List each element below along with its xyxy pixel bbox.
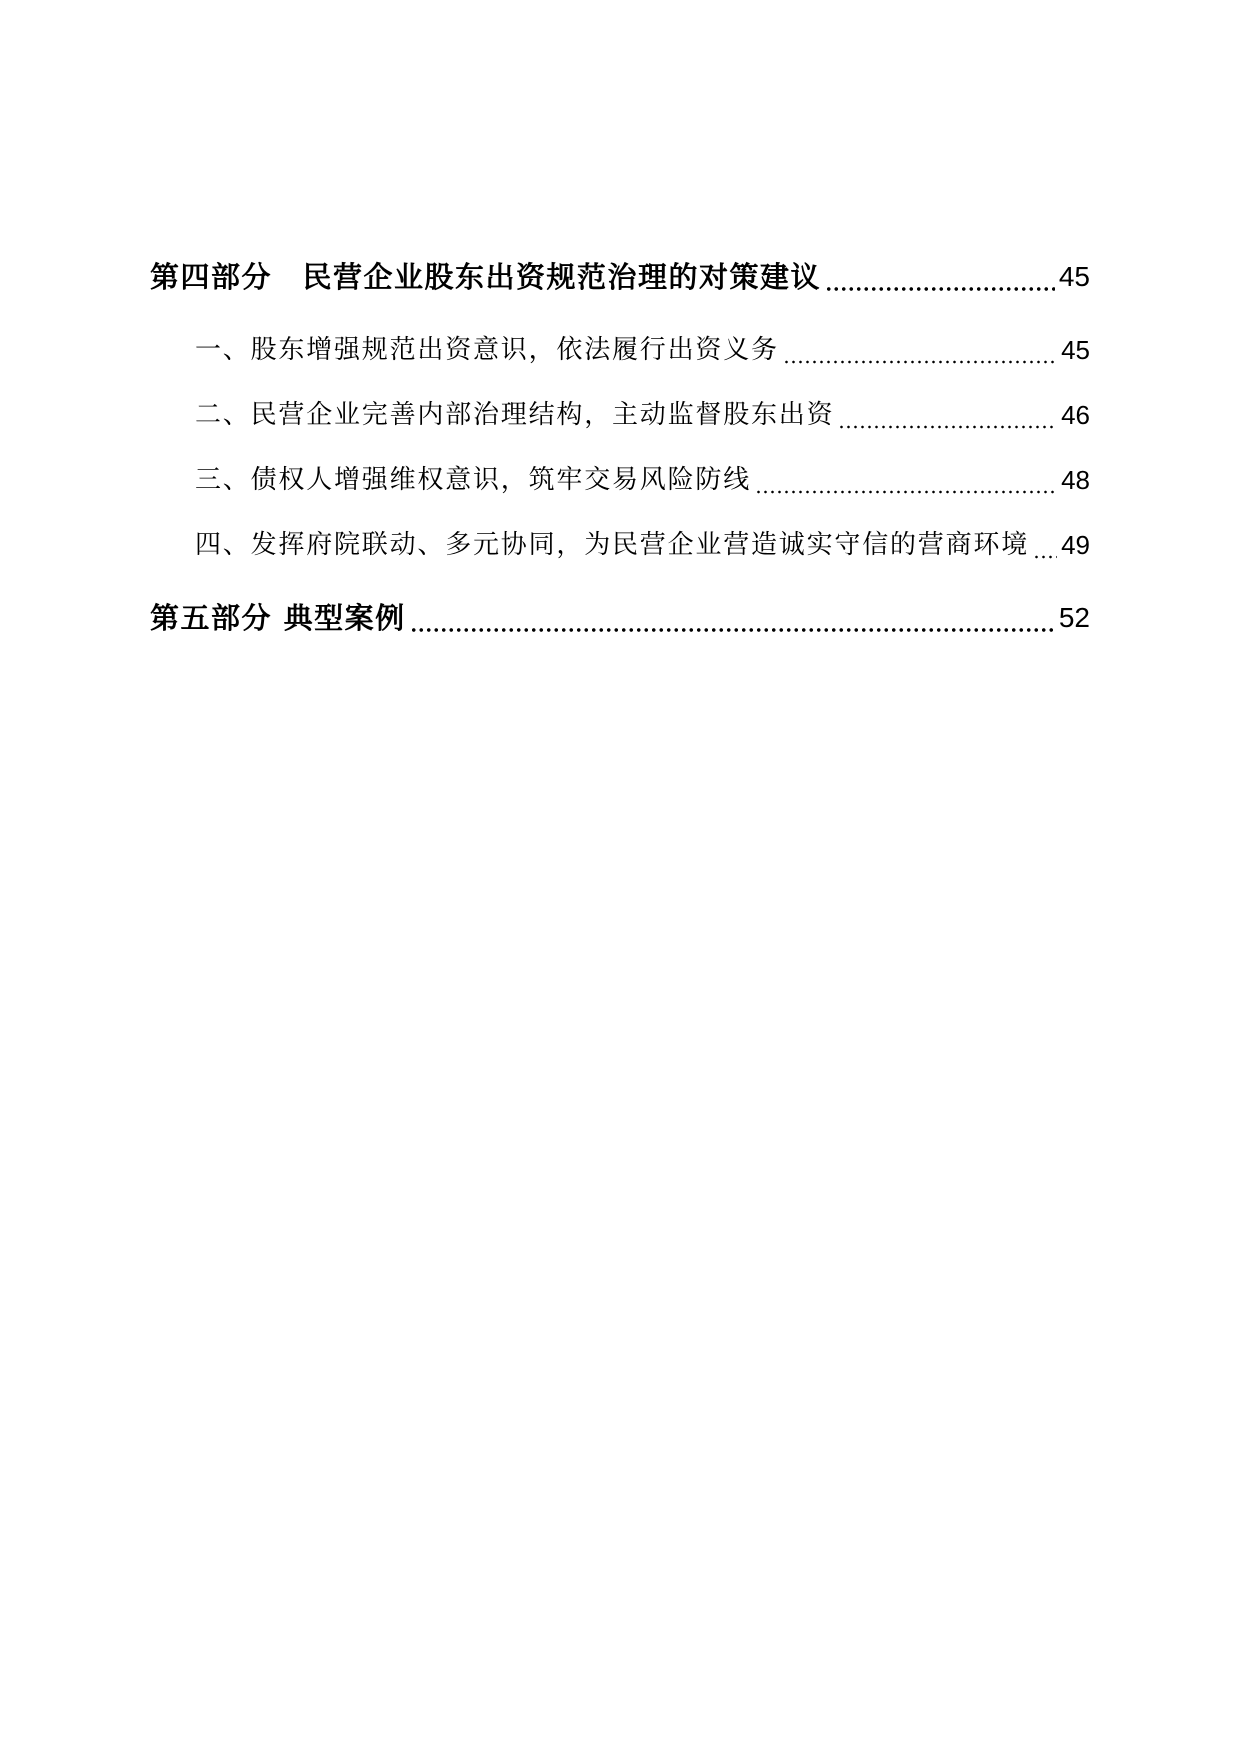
toc-dot-leader [1033,523,1057,567]
toc-entry-section-3[interactable] [195,458,1090,502]
toc-entry-page-number: 48 [1061,465,1090,495]
toc-dot-leader [838,393,1057,437]
toc-entry-title: 第四部分 民营企业股东出资规范治理的对策建议 [150,260,822,294]
toc-entry-page-number: 52 [1058,602,1090,633]
toc-entry-page-number: 45 [1058,261,1090,292]
toc-entry-title: 四、发挥府院联动、多元协同，为民营企业营造诚实守信的营商环境 [195,530,1030,560]
toc-dot-leader [410,596,1055,640]
toc-dot-leader [825,255,1055,299]
toc-entry-title: 二、民营企业完善内部治理结构，主动监督股东出资 [195,400,835,430]
toc-entry-section-1[interactable] [195,328,1090,372]
toc-entry-part-5[interactable] [150,596,1090,640]
toc-entry-part-4[interactable] [150,255,1090,299]
toc-dot-leader [755,458,1057,502]
toc-entry-title: 第五部分 典型案例 [150,601,406,635]
toc-entry-section-2[interactable] [195,393,1090,437]
table-of-contents [150,0,1090,700]
toc-dot-leader [783,328,1057,372]
toc-entry-title: 三、债权人增强维权意识，筑牢交易风险防线 [195,465,752,495]
toc-entry-page-number: 45 [1061,335,1090,365]
toc-entry-section-4[interactable] [195,523,1090,567]
toc-entry-page-number: 49 [1061,530,1090,560]
toc-entry-title: 一、股东增强规范出资意识，依法履行出资义务 [195,335,779,365]
toc-entry-page-number: 46 [1061,400,1090,430]
